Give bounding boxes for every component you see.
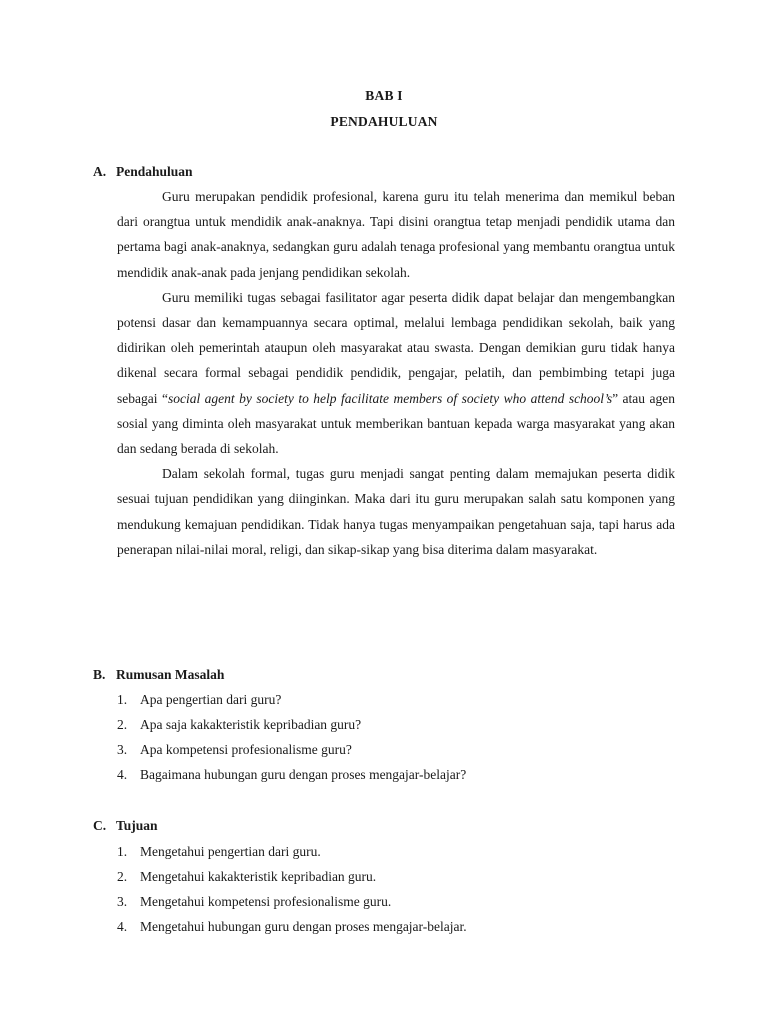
list-item (117, 914, 467, 939)
list-item (117, 712, 466, 737)
list-item-text: Mengetahui kakakteristik kepribadian guru. (140, 869, 377, 884)
list-item-number: 4. (117, 919, 128, 934)
paragraph-2-text-end: ” atau agen sosial yang diminta oleh masyarakat untuk memberikan bantuan kepada warga masyarakat yang akan dan sedang berada di sekolah. (117, 390, 675, 457)
list-item-text: Mengetahui kompetensi profesionalisme guru. (140, 894, 392, 909)
list-item (117, 839, 467, 864)
section-b-title: Rumusan Masalah (116, 667, 225, 682)
rumusan-masalah-list (117, 687, 466, 787)
list-item-number: 2. (117, 717, 128, 732)
section-b-letter: B. (93, 667, 106, 682)
section-a-title: Pendahuluan (116, 164, 193, 179)
list-item-text: Mengetahui pengertian dari guru. (140, 844, 321, 859)
section-c-heading (93, 818, 158, 834)
list-item-text: Apa saja kakakteristik kepribadian guru? (140, 717, 362, 732)
section-c-letter: C. (93, 818, 107, 833)
list-item-text: Bagaimana hubungan guru dengan proses mengajar-belajar? (140, 767, 467, 782)
paragraph-2-italic-quote: social agent by society to help facilitate members of society who attend school’s (167, 390, 613, 406)
section-a-heading (93, 164, 193, 180)
chapter-number: BAB I (365, 88, 403, 103)
paragraph-3: Dalam sekolah formal, tugas guru menjadi sangat penting dalam memajukan peserta didik sesuai tujuan pendidikan yang diinginkan. Maka dari itu guru merupakan salah satu komponen yang mendukung kemajuan pendidikan. Tidak hanya tugas menyampaikan pengetahuan saja, tapi harus ada penerapan nilai-nilai moral, religi, dan sikap-sikap yang bisa diterima dalam masyarakat. (117, 466, 675, 557)
list-item-number: 2. (117, 869, 128, 884)
tujuan-list (117, 839, 467, 939)
section-c-title: Tujuan (116, 818, 158, 833)
list-item-number: 3. (117, 742, 128, 757)
paragraph-2-text-start: Guru memiliki tugas sebagai fasilitator agar peserta didik dapat belajar dan mengembangkan potensi dasar dan kemampuannya secara optimal, melalui lembaga pendidikan sekolah, baik yang didirikan oleh pemerintah ataupun oleh masyarakat atau swasta. Dengan demikian guru tidak hanya dikenal secara formal sebagai pendidik pendidik, pengajar, pelatih, dan pembimbing tetapi juga sebagai “ (117, 289, 675, 406)
paragraph-2 (117, 285, 675, 461)
list-item-text: Apa pengertian dari guru? (140, 692, 282, 707)
list-item-text: Mengetahui hubungan guru dengan proses mengajar-belajar. (140, 919, 467, 934)
list-item-number: 4. (117, 767, 128, 782)
list-item (117, 864, 467, 889)
section-a-body (117, 184, 675, 562)
section-b-heading (93, 667, 224, 683)
list-item-number: 1. (117, 844, 128, 859)
chapter-title: PENDAHULUAN (330, 114, 438, 129)
section-a-letter: A. (93, 164, 107, 179)
list-item (117, 687, 466, 712)
list-item-text: Apa kompetensi profesionalisme guru? (140, 742, 352, 757)
list-item (117, 889, 467, 914)
list-item (117, 762, 466, 787)
paragraph-1: Guru merupakan pendidik profesional, karena guru itu telah menerima dan memikul beban dari orangtua untuk mendidik anak-anaknya. Tapi disini orangtua tetap menjadi pendidik utama dan pertama bagi anak-anaknya, sedangkan guru adalah tenaga profesional yang membantu orangtua untuk mendidik anak-anak pada jenjang pendidikan sekolah. (117, 189, 675, 280)
list-item-number: 1. (117, 692, 128, 707)
list-item (117, 737, 466, 762)
list-item-number: 3. (117, 894, 128, 909)
